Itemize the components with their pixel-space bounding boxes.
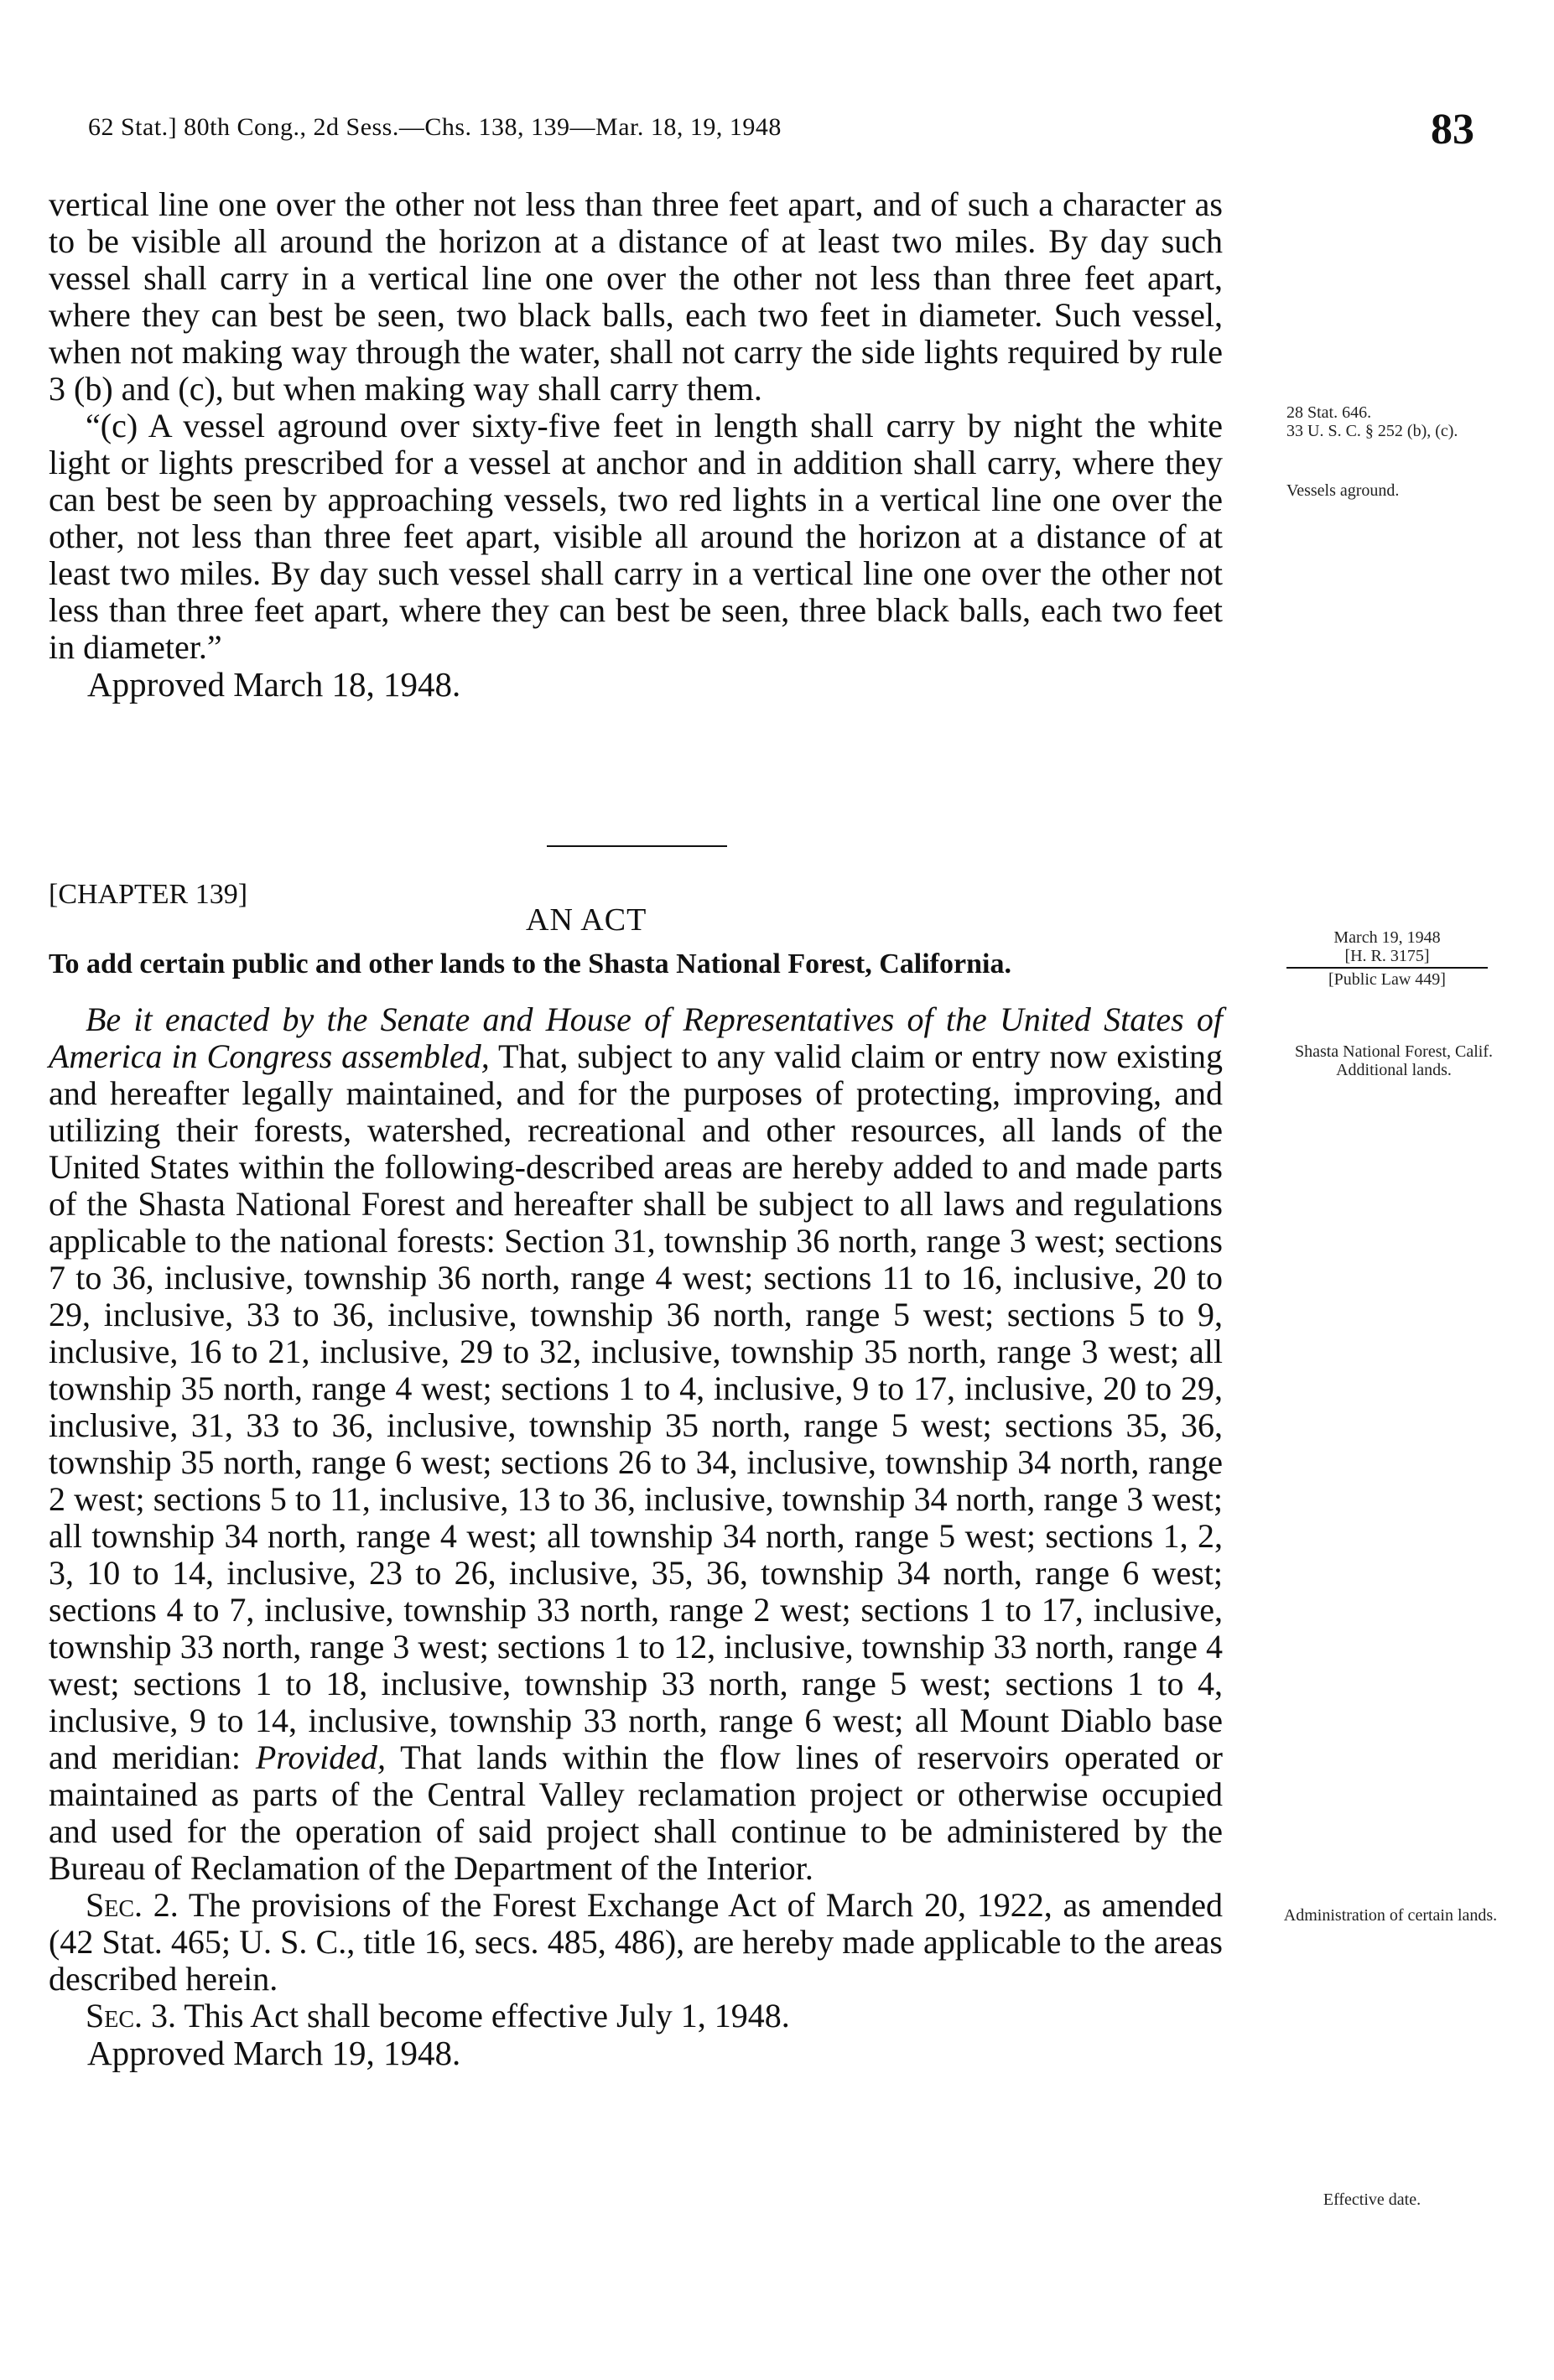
section-2-label: Sec. 2.: [86, 1886, 179, 1924]
section-2: [49, 1887, 1223, 1998]
section-3: [49, 1998, 1223, 2034]
page-number: 83: [1431, 106, 1474, 153]
chapter-138-text: [49, 186, 1223, 703]
margin-note-shasta: Shasta National Forest, Calif. Additional lands.: [1294, 1042, 1494, 1079]
margin-citation: 28 Stat. 646. 33 U. S. C. § 252 (b), (c).: [1286, 403, 1458, 440]
section-divider: [547, 845, 727, 847]
section-3-text: This Act shall become effective July 1, 1948.: [184, 1997, 790, 2034]
paragraph: “(c) A vessel aground over sixty-five feet in length shall carry by night the white light or lights prescribed for a vessel at anchor and in addition shall carry, where they can best be seen by approaching vessels, two red lights in a vertical line one over the other, not less than three feet apart, visible all around the horizon at a distance of at least two miles. By day such vessel shall carry in a vertical line one over the other not less than three feet apart, where they can best be seen, three black balls, each two feet in diameter.”: [49, 407, 1223, 666]
chapter-label: [CHAPTER 139]: [49, 879, 248, 910]
margin-note-vessels-aground: Vessels aground.: [1286, 481, 1400, 500]
margin-note-effective: Effective date.: [1323, 2190, 1421, 2209]
chapter-139-text: [49, 1001, 1223, 2071]
enacting-body: That, subject to any valid claim or entry now existing and hereafter legally maintained, and for the purposes of protecting, improving, and utilizing their forests, watershed, recreational and other resources, all lands of the United States within the following-described areas are hereby added to and made parts of the Shasta National Forest and hereafter shall be subject to all laws and regulations applicable to the national forests: Section 31, township 36 north, range 3 west; sections 7 to 36, inclusive, township 36 north, range 4 west; sections 11 to 16, inclusive, 20 to 29, inclusive, 33 to 36, inclusive, township 36 north, range 5 west; sections 5 to 9, inclusive, 16 to 21, inclusive, 29 to 32, inclusive, township 35 north, range 3 west; all township 35 north, range 4 west; sections 1 to 4, inclusive, 9 to 17, inclusive, 20 to 29, inclusive, 31, 33 to 36, inclusive, township 35 north, range 5 west; sections 35, 36, township 35 north, range 6 west; sections 26 to 34, inclusive, township 34 north, range 2 west; sections 5 to 11, inclusive, 13 to 36, inclusive, township 34 north, range 3 west; all township 34 north, range 4 west; all township 34 north, range 5 west; sections 1, 2, 3, 10 to 14, inclusive, 23 to 26, inclusive, 35, 36, township 34 north, range 6 west; sections 4 to 7, inclusive, township 33 north, range 2 west; sections 1 to 17, inclusive, township 33 north, range 3 west; sections 1 to 12, inclusive, township 33 north, range 4 west; sections 1 to 18, inclusive, township 33 north, range 5 west; sections 1 to 4, inclusive, 9 to 14, inclusive, township 33 north, range 6 west; all Mount Diablo base and meridian:: [49, 1037, 1223, 1776]
running-header: 62 Stat.] 80th Cong., 2d Sess.—Chs. 138, 139—Mar. 18, 19, 1948: [88, 113, 782, 141]
margin-date-block: [1286, 928, 1488, 989]
paragraph: vertical line one over the other not less than three feet apart, and of such a character as to be visible all around the horizon at a distance of at least two miles. By day such vessel shall carry in a vertical line one over the other not less than three feet apart, where they can best be seen, two black balls, each two feet in diameter. Such vessel, when not making way through the water, shall not carry the side lights required by rule 3 (b) and (c), but when making way shall carry them.: [49, 185, 1223, 408]
bill-number: [H. R. 3175]: [1344, 947, 1430, 965]
proviso-text: That lands within the flow lines of reservoirs operated or maintained as parts of the Central Valley reclamation project or otherwise occupied and used for the operation of said project shall continue to be administered by the Bureau of Reclamation of the Department of the Interior.: [49, 1738, 1224, 1887]
enacting-paragraph: [49, 1001, 1223, 1887]
section-2-text: The provisions of the Forest Exchange Act of March 20, 1922, as amended (42 Stat. 465; U. S. C., title 16, secs. 485, 486), are hereby made applicable to the areas described herein.: [49, 1886, 1223, 1998]
act-title: To add certain public and other lands to the Shasta National Forest, California.: [49, 948, 1011, 980]
enacting-clause: Be it enacted by the Senate and House of Representatives of the United States of America in Congress assembled,: [49, 1000, 1223, 1075]
margin-note-administration: Administration of certain lands.: [1283, 1906, 1498, 1925]
margin-rule: [1286, 967, 1488, 969]
approval-line: Approved March 18, 1948.: [87, 665, 461, 704]
section-3-label: Sec. 3.: [86, 1997, 177, 2034]
act-date: March 19, 1948: [1333, 928, 1441, 947]
proviso-word: Provided,: [255, 1738, 386, 1776]
approval-line: Approved March 19, 1948.: [87, 2034, 461, 2072]
public-law: [Public Law 449]: [1328, 970, 1446, 989]
act-heading: AN ACT: [526, 902, 647, 938]
